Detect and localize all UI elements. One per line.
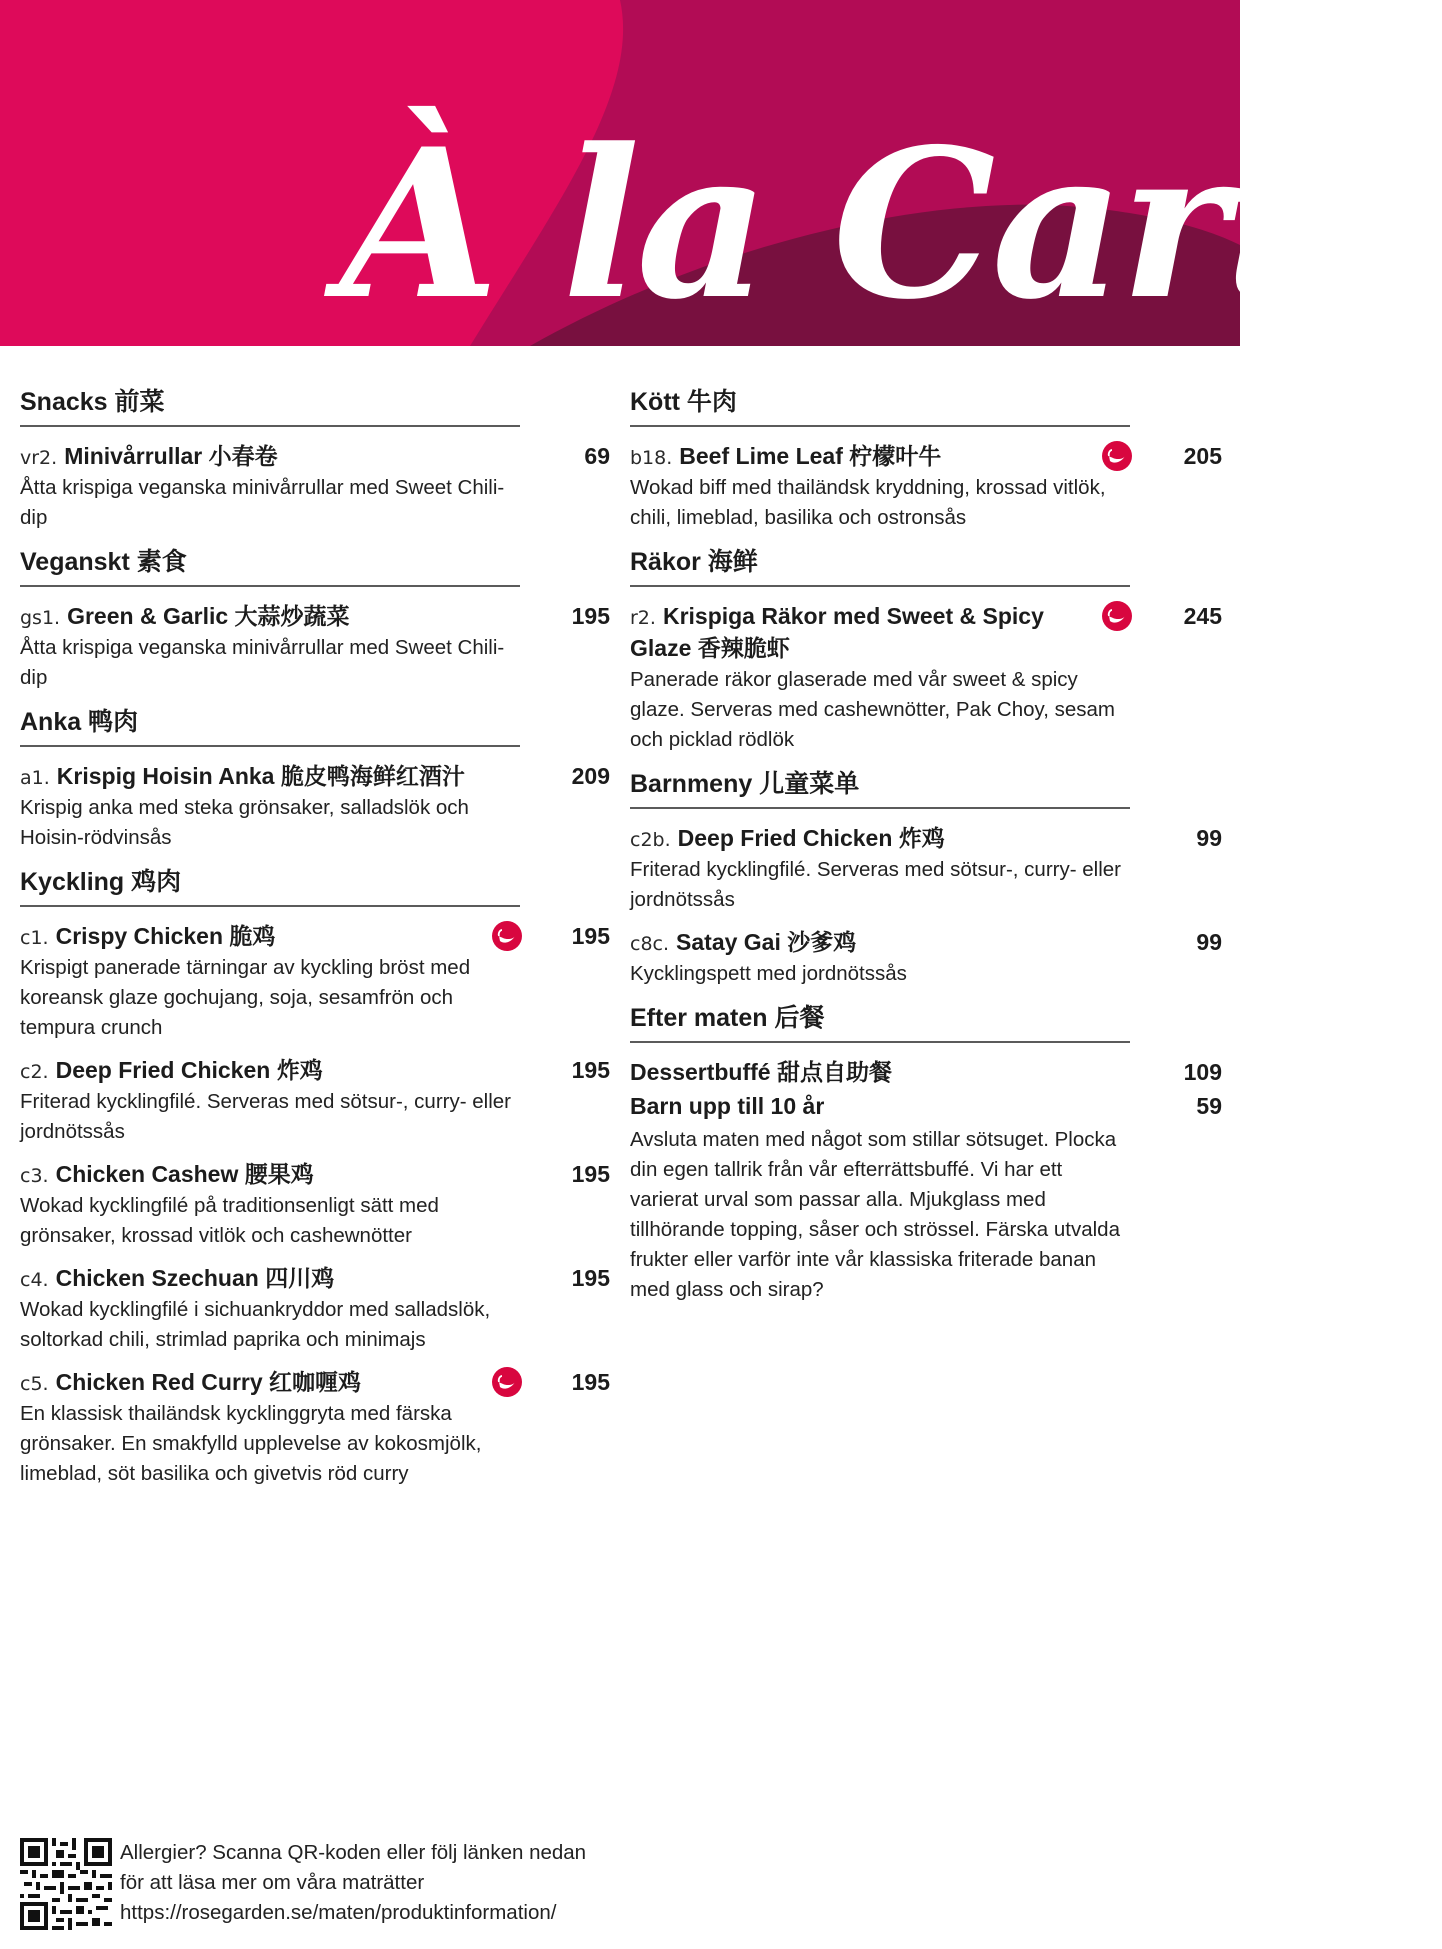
item-description: Friterad kycklingfilé. Serveras med sötsur-, curry- eller jordnötssås	[630, 858, 1121, 911]
item-price: 99	[1196, 929, 1222, 955]
item-name: Chicken Red Curry 红咖喱鸡	[55, 1369, 362, 1395]
item-price: 59	[1196, 1093, 1222, 1119]
item-code: c4.	[20, 1269, 49, 1291]
item-description: Panerade räkor glaserade med vår sweet & spicy glaze. Serveras med cashewnötter, Pak Choy, sesam och picklad rödlök	[630, 668, 1116, 751]
item-code: gs1.	[20, 607, 61, 629]
menu-item	[630, 601, 1222, 755]
item-description: Wokad kycklingfilé på traditionsenligt sätt med grönsaker, krossad vitlök och cashewnötter	[20, 1194, 439, 1247]
item-price: 195	[571, 1161, 610, 1187]
dessert-line	[630, 1057, 1222, 1091]
menu-item	[20, 761, 610, 853]
allergy-info	[120, 1838, 660, 1928]
menu-item	[20, 1159, 610, 1251]
section-title: Räkor 海鲜	[630, 548, 758, 576]
item-code: c3.	[20, 1165, 49, 1187]
item-description: Kycklingspett med jordnötssås	[630, 962, 907, 985]
menu-item	[630, 441, 1222, 533]
item-price: 195	[571, 603, 610, 629]
item-name: Dessertbuffé 甜点自助餐	[630, 1059, 892, 1085]
chili-icon	[1102, 441, 1132, 471]
item-name: Krispig Hoisin Anka 脆皮鸭海鲜红酒汁	[56, 763, 465, 789]
item-price: 99	[1196, 825, 1222, 851]
item-code: c1.	[20, 927, 49, 949]
item-code: c2.	[20, 1061, 49, 1083]
menu-item	[20, 1367, 610, 1489]
item-name: Deep Fried Chicken 炸鸡	[55, 1057, 323, 1083]
menu-item	[20, 921, 610, 1043]
item-name: Crispy Chicken 脆鸡	[55, 923, 276, 949]
menu-item	[20, 1055, 610, 1147]
item-description: Åtta krispiga veganska minivårrullar med Sweet Chili-dip	[20, 636, 505, 689]
section-title: Kyckling 鸡肉	[20, 868, 182, 896]
item-description: Krispig anka med steka grönsaker, salladslök och Hoisin-rödvinsås	[20, 796, 469, 849]
section-barnmeny	[630, 767, 1222, 989]
item-price: 195	[571, 1265, 610, 1291]
item-price: 69	[584, 443, 610, 469]
item-name: Barn upp till 10 år	[630, 1093, 825, 1119]
item-price: 195	[571, 1369, 610, 1395]
chili-icon	[1102, 601, 1132, 631]
item-price: 205	[1183, 443, 1222, 469]
item-name: Deep Fried Chicken 炸鸡	[677, 825, 945, 851]
item-code: a1.	[20, 767, 50, 789]
section-divider	[630, 1041, 1130, 1043]
item-code: b18.	[630, 447, 673, 469]
header-banner	[0, 0, 1442, 346]
section-divider	[20, 745, 520, 747]
item-code: vr2.	[20, 447, 58, 469]
right-column	[630, 385, 1222, 1317]
section-title: Snacks 前菜	[20, 388, 165, 416]
section-title: Anka 鸭肉	[20, 708, 139, 736]
allergy-footer	[20, 1838, 670, 1933]
chili-icon	[492, 921, 522, 951]
item-name: Satay Gai 沙爹鸡	[676, 929, 857, 955]
section-veganskt	[20, 545, 610, 693]
item-name: Green & Garlic 大蒜炒蔬菜	[67, 603, 350, 629]
section-title: Veganskt 素食	[20, 548, 187, 576]
item-description: En klassisk thailändsk kycklinggryta med färska grönsaker. En smakfylld upplevelse av kokosmjölk, limeblad, söt basilika och givetvis röd curry	[20, 1402, 482, 1485]
item-description: Friterad kycklingfilé. Serveras med sötsur-, curry- eller jordnötssås	[20, 1090, 511, 1143]
page-title: À la Carte	[340, 105, 1442, 345]
section-title: Efter maten 后餐	[630, 1004, 825, 1032]
item-code: c5.	[20, 1373, 49, 1395]
item-description: Wokad biff med thailändsk kryddning, krossad vitlök, chili, limeblad, basilika och ostronsås	[630, 476, 1106, 529]
menu-item	[630, 823, 1222, 915]
section-title: Barnmeny 儿童菜单	[630, 770, 860, 798]
item-description: Krispigt panerade tärningar av kyckling bröst med koreansk glaze gochujang, soja, sesamfrön och tempura crunch	[20, 956, 471, 1039]
item-name: Chicken Szechuan 四川鸡	[55, 1265, 335, 1291]
allergy-line-1: Allergier? Scanna QR-koden eller följ länken nedan	[120, 1841, 587, 1864]
section-anka	[20, 705, 610, 853]
section-divider	[20, 585, 520, 587]
allergy-line-2: för att läsa mer om våra maträtter	[120, 1871, 425, 1894]
section-divider	[630, 425, 1130, 427]
menu-item	[20, 601, 610, 693]
item-price: 245	[1183, 603, 1222, 629]
section-title: Kött 牛肉	[630, 388, 737, 416]
section-divider	[630, 585, 1130, 587]
item-name: Chicken Cashew 腰果鸡	[55, 1161, 314, 1187]
item-code: c8c.	[630, 933, 670, 955]
section-rakor	[630, 545, 1222, 755]
section-divider	[630, 807, 1130, 809]
item-price: 109	[1183, 1059, 1222, 1085]
item-name: Krispiga Räkor med Sweet & Spicy Glaze 香辣脆虾	[630, 603, 1044, 661]
section-divider	[20, 905, 520, 907]
item-name: Beef Lime Leaf 柠檬叶牛	[679, 443, 942, 469]
menu-item	[630, 927, 1222, 989]
chili-icon	[492, 1367, 522, 1397]
section-snacks	[20, 385, 610, 533]
item-price: 195	[571, 1057, 610, 1083]
allergy-link[interactable]: https://rosegarden.se/maten/produktinformation/	[120, 1901, 557, 1924]
item-name: Minivårrullar 小春卷	[64, 443, 278, 469]
item-code: r2.	[630, 607, 656, 629]
section-kott	[630, 385, 1222, 533]
item-description: Avsluta maten med något som stillar sötsuget. Plocka din egen tallrik från vår efterrättsbuffé. Vi har ett varierat urval som passar alla. Mjukglass med tillhörande topping, såser och strössel. Färska utvalda frukter eller varför inte vår klassiska friterade banan med glass och sirap?	[630, 1128, 1120, 1301]
section-efter-maten	[630, 1001, 1222, 1305]
menu-item	[20, 1263, 610, 1355]
left-column	[20, 385, 610, 1501]
qr-code-icon[interactable]	[20, 1838, 112, 1930]
section-divider	[20, 425, 520, 427]
menu-item	[630, 1057, 1222, 1305]
item-description: Åtta krispiga veganska minivårrullar med Sweet Chili-dip	[20, 476, 505, 529]
item-description: Wokad kycklingfilé i sichuankryddor med salladslök, soltorkad chili, strimlad paprika och minimajs	[20, 1298, 491, 1351]
section-kyckling	[20, 865, 610, 1489]
menu-item	[20, 441, 610, 533]
dessert-line	[630, 1091, 1222, 1125]
item-price: 209	[571, 763, 610, 789]
item-code: c2b.	[630, 829, 671, 851]
item-price: 195	[571, 923, 610, 949]
